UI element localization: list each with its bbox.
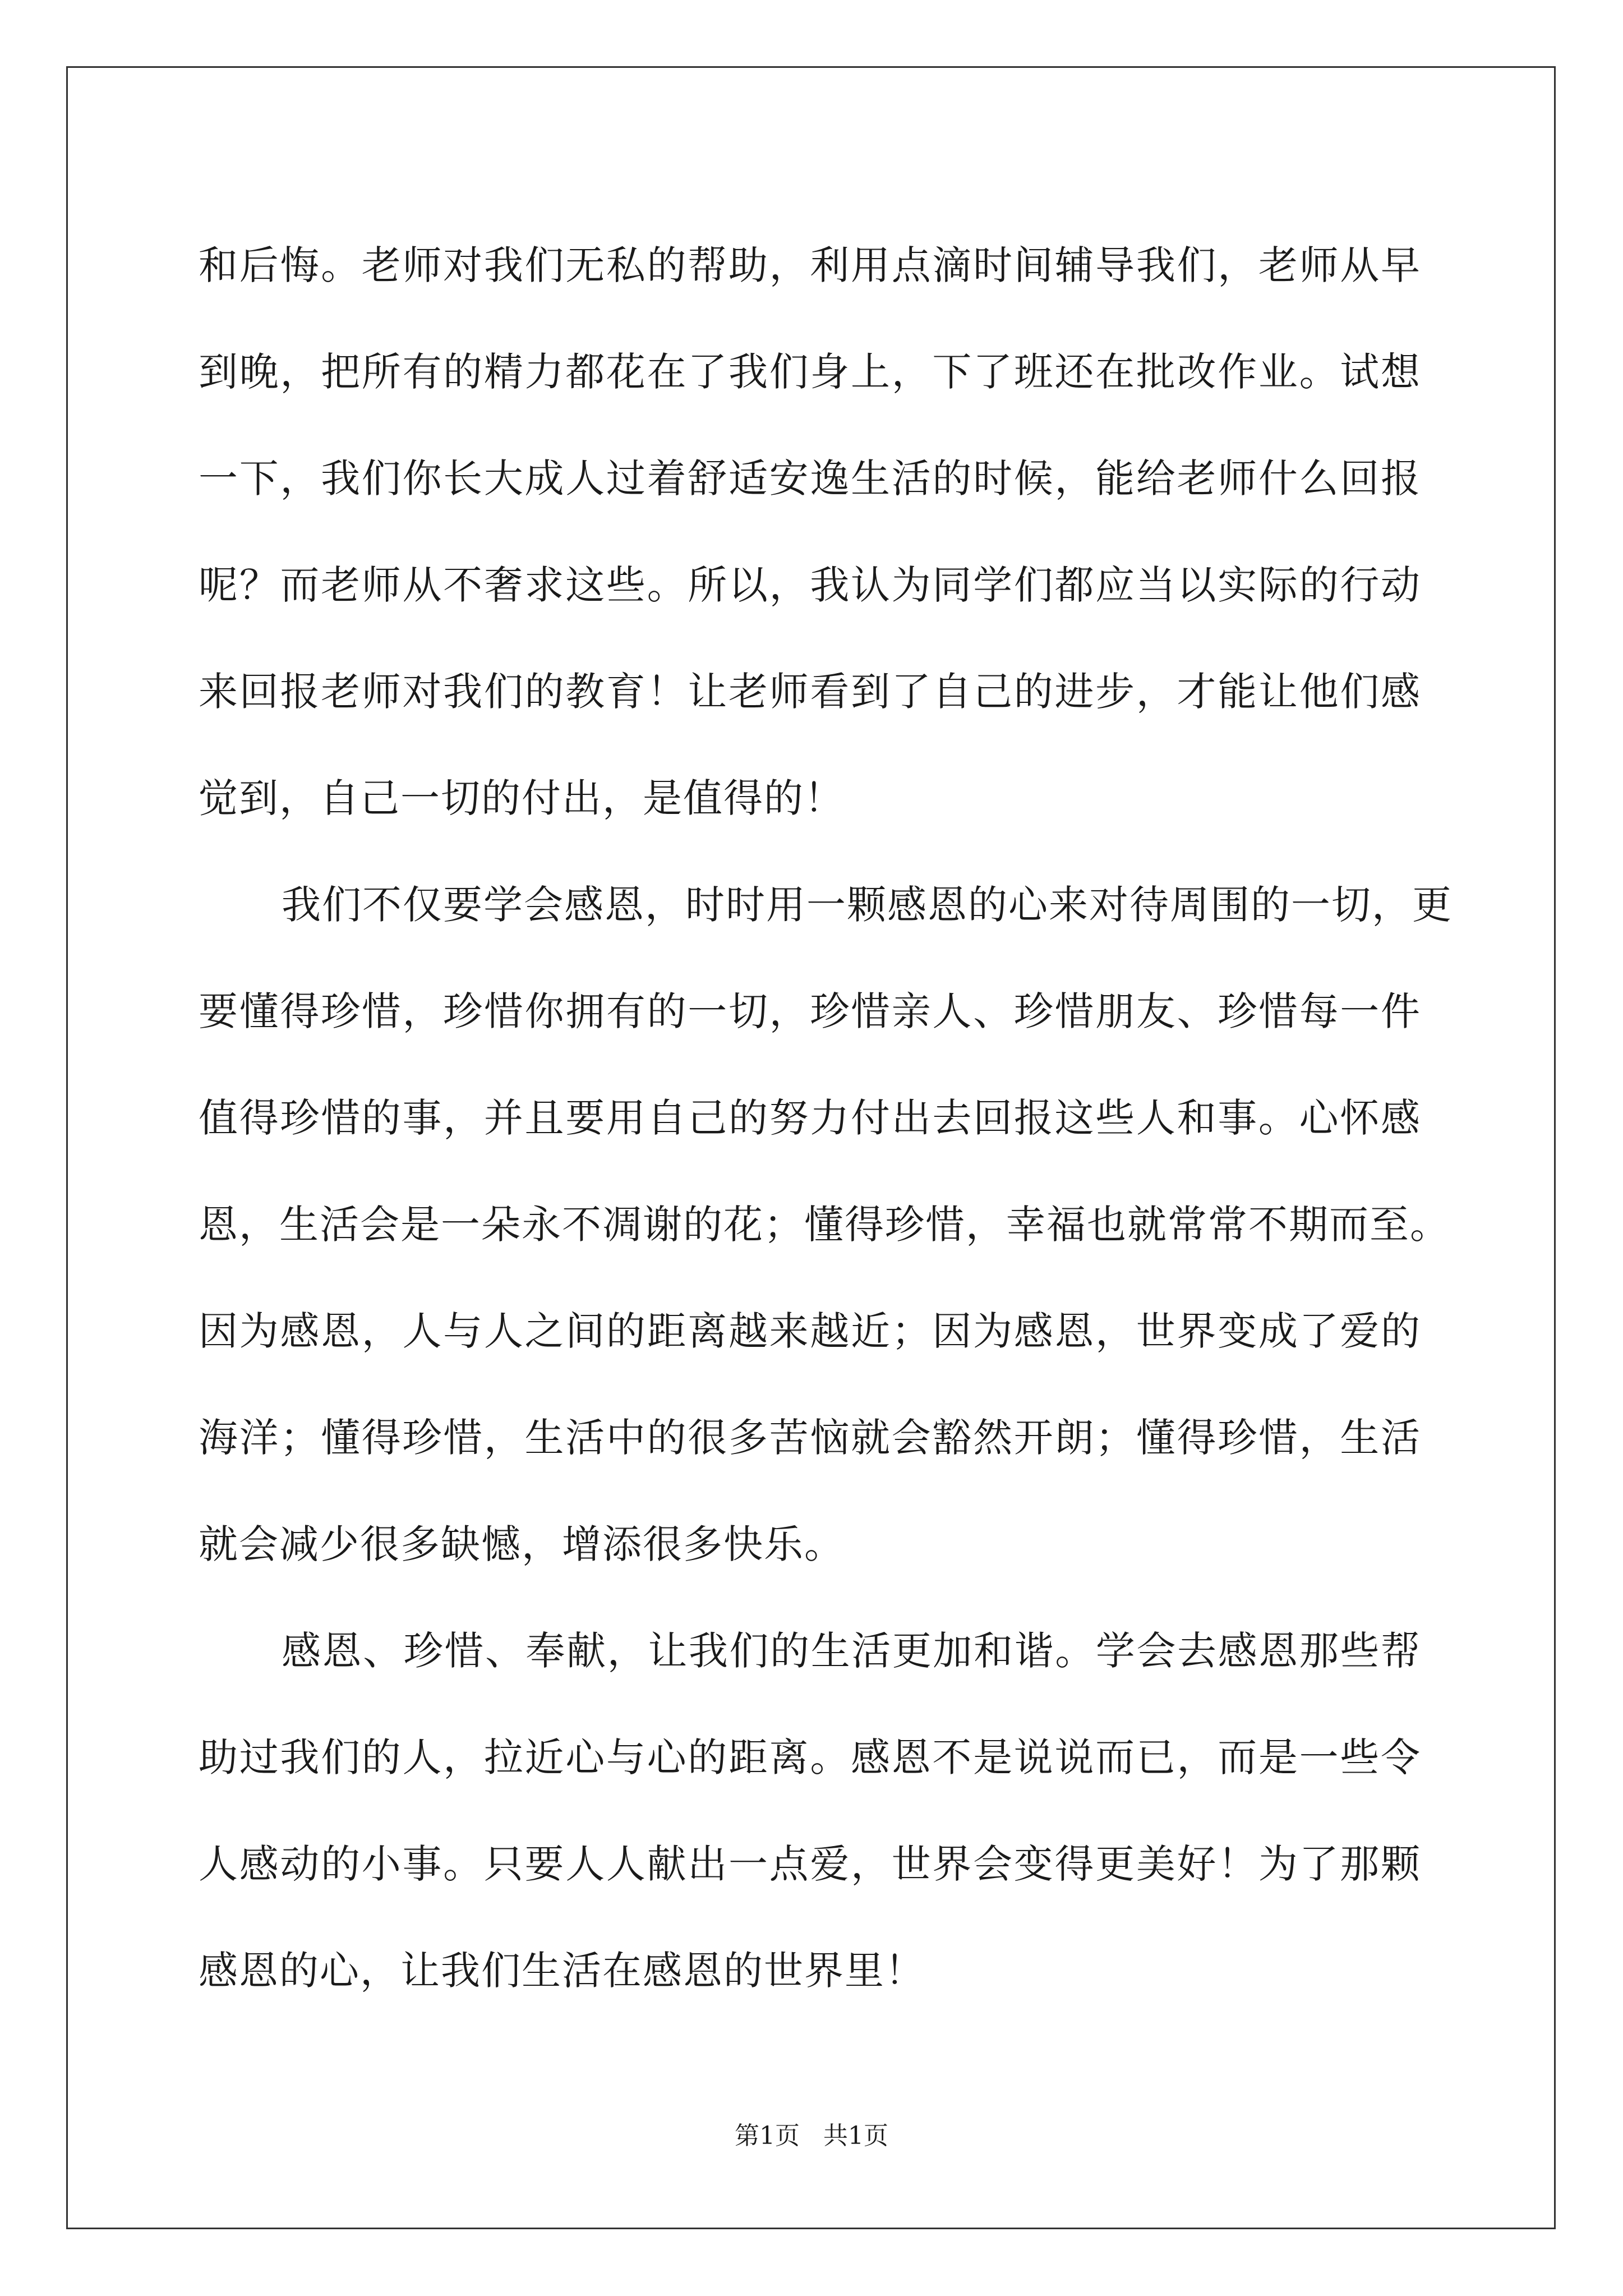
- text-line: 到晚，把所有的精力都花在了我们身上，下了班还在批改作业。试想: [199, 349, 1421, 395]
- text-line: 助过我们的人，拉近心与心的距离。感恩不是说说而已，而是一些令: [199, 1734, 1421, 1780]
- text-line: 呢？而老师从不奢求这些。所以，我认为同学们都应当以实际的行动: [199, 562, 1421, 608]
- text-line: 感恩的心，让我们生活在感恩的世界里！: [199, 1948, 925, 1994]
- text-line: 我们不仅要学会感恩，时时用一颗感恩的心来对待周围的一切，更: [282, 882, 1453, 928]
- text-line: 感恩、珍惜、奉献，让我们的生活更加和谐。学会去感恩那些帮: [282, 1628, 1421, 1674]
- text-line: 恩，生活会是一朵永不凋谢的花；懂得珍惜，幸福也就常常不期而至。: [199, 1202, 1450, 1248]
- paragraph: [199, 212, 1421, 852]
- text-line: 就会减少很多缺憾，增添很多快乐。: [199, 1521, 845, 1567]
- page-footer: [0, 2119, 1623, 2153]
- text-line: 和后悔。老师对我们无私的帮助，利用点滴时间辅导我们，老师从早: [199, 242, 1421, 288]
- text-line: 觉到，自己一切的付出，是值得的！: [199, 775, 845, 821]
- page-total: 共1页: [823, 2122, 888, 2150]
- paragraph: [199, 852, 1453, 1598]
- text-line: 海洋；懂得珍惜，生活中的很多苦恼就会豁然开朗；懂得珍惜，生活: [199, 1415, 1421, 1461]
- document-body: [199, 212, 1453, 2024]
- page-number: 第1页: [735, 2122, 800, 2150]
- text-line: 一下，我们你长大成人过着舒适安逸生活的时候，能给老师什么回报: [199, 455, 1421, 501]
- paragraph: [199, 1598, 1421, 2024]
- text-line: 要懂得珍惜，珍惜你拥有的一切，珍惜亲人、珍惜朋友、珍惜每一件: [199, 988, 1421, 1034]
- text-line: 来回报老师对我们的教育！让老师看到了自己的进步，才能让他们感: [199, 669, 1421, 715]
- text-line: 人感动的小事。只要人人献出一点爱，世界会变得更美好！为了那颗: [199, 1841, 1421, 1887]
- text-line: 因为感恩，人与人之间的距离越来越近；因为感恩，世界变成了爱的: [199, 1308, 1421, 1354]
- text-line: 值得珍惜的事，并且要用自己的努力付出去回报这些人和事。心怀感: [199, 1095, 1421, 1141]
